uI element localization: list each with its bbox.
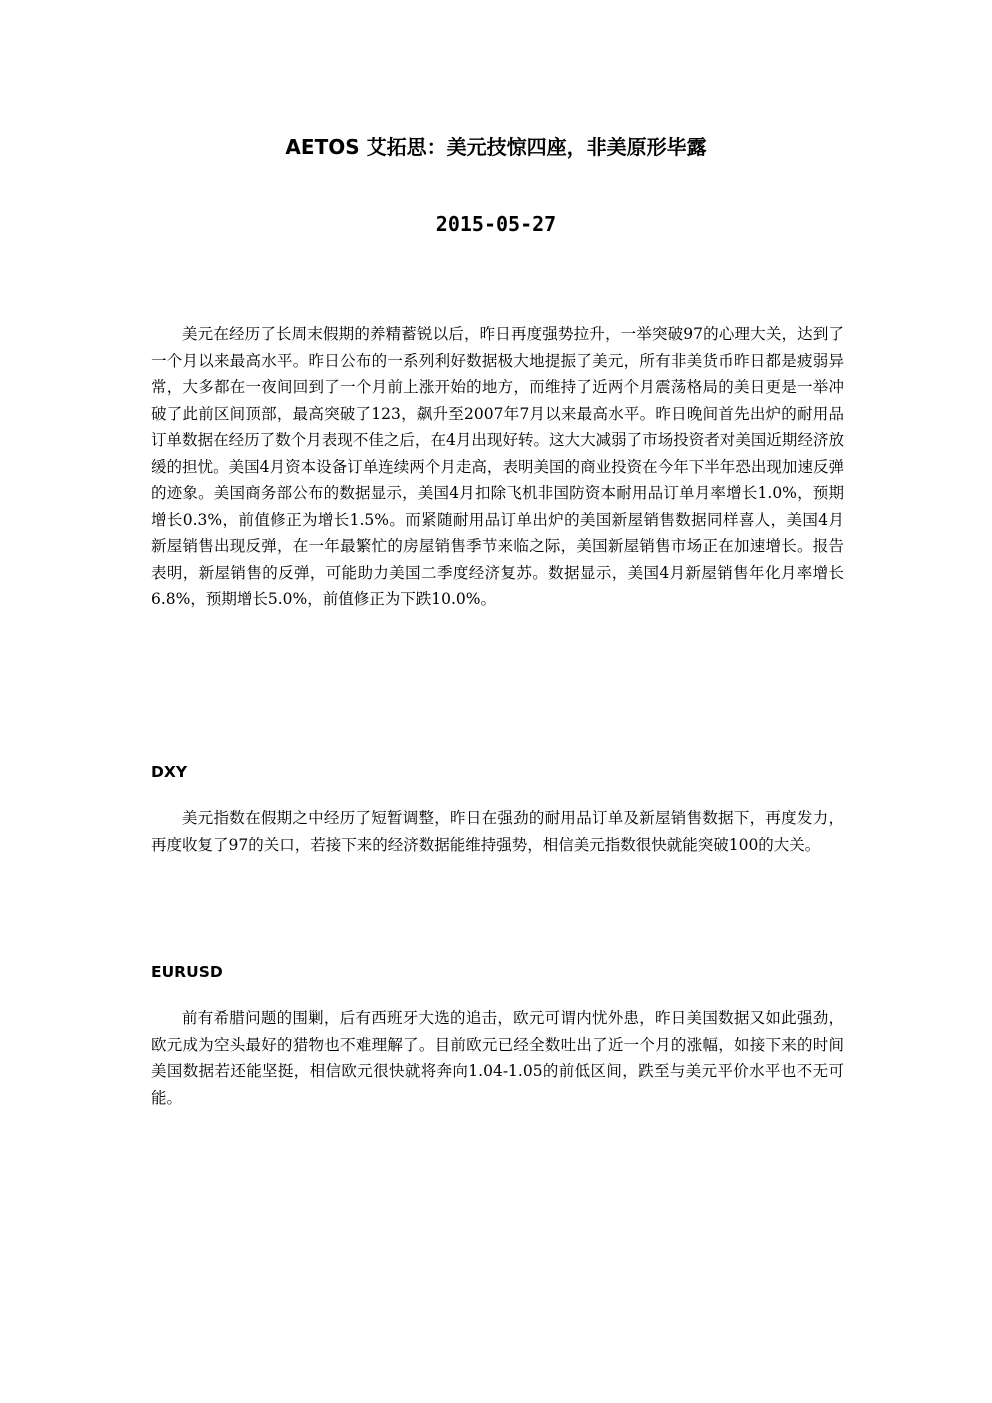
intro-paragraph: 美元在经历了长周末假期的养精蓄锐以后，昨日再度强势拉升，一举突破97的心理大关，达到了一个月以来最高水平。昨日公布的一系列利好数据极大地提振了美元，所有非美货币昨日都是疲弱异常，大多都在一夜间回到了一个月前上涨开始的地方，而维持了近两个月震荡格局的美日更是一举冲破了此前区间顶部，最高突破了123，飙升至2007年7月以来最高水平。昨日晚间首先出炉的耐用品订单数据在经历了数个月表现不佳之后，在4月出现好转。这大大减弱了市场投资者对美国近期经济放缓的担忧。美国4月资本设备订单连续两个月走高，表明美国的商业投资在今年下半年恐出现加速反弹的迹象。美国商务部公布的数据显示，美国4月扣除飞机非国防资本耐用品订单月率增长1.0%，预期增长0.3%，前值修正为增长1.5%。而紧随耐用品订单出炉的美国新屋销售数据同样喜人，美国4月新屋销售出现反弹，在一年最繁忙的房屋销售季节来临之际，美国新屋销售市场正在加速增长。报告表明，新屋销售的反弹，可能助力美国二季度经济复苏。数据显示，美国4月新屋销售年化月率增长6.8%，预期增长5.0%，前值修正为下跌10.0%。 xyxy=(151,325,844,608)
section-heading-dxy: DXY xyxy=(151,763,188,781)
document-date: 2015-05-27 xyxy=(435,212,557,236)
section-paragraph-eurusd: 前有希腊问题的围剿，后有西班牙大选的追击，欧元可谓内忧外患，昨日美国数据又如此强劲，欧元成为空头最好的猎物也不难理解了。目前欧元已经全数吐出了近一个月的涨幅，如接下来的时间美国数据若还能坚挺，相信欧元很快就将奔向1.04-1.05的前低区间，跌至与美元平价水平也不无可能。 xyxy=(151,1009,844,1107)
section-paragraph-dxy: 美元指数在假期之中经历了短暂调整，昨日在强劲的耐用品订单及新屋销售数据下，再度发力，再度收复了97的关口，若接下来的经济数据能维持强势，相信美元指数很快就能突破100的大关。 xyxy=(151,809,844,854)
document-title: AETOS 艾拓思：美元技惊四座，非美原形毕露 xyxy=(285,135,707,159)
section-heading-eurusd: EURUSD xyxy=(151,963,223,981)
